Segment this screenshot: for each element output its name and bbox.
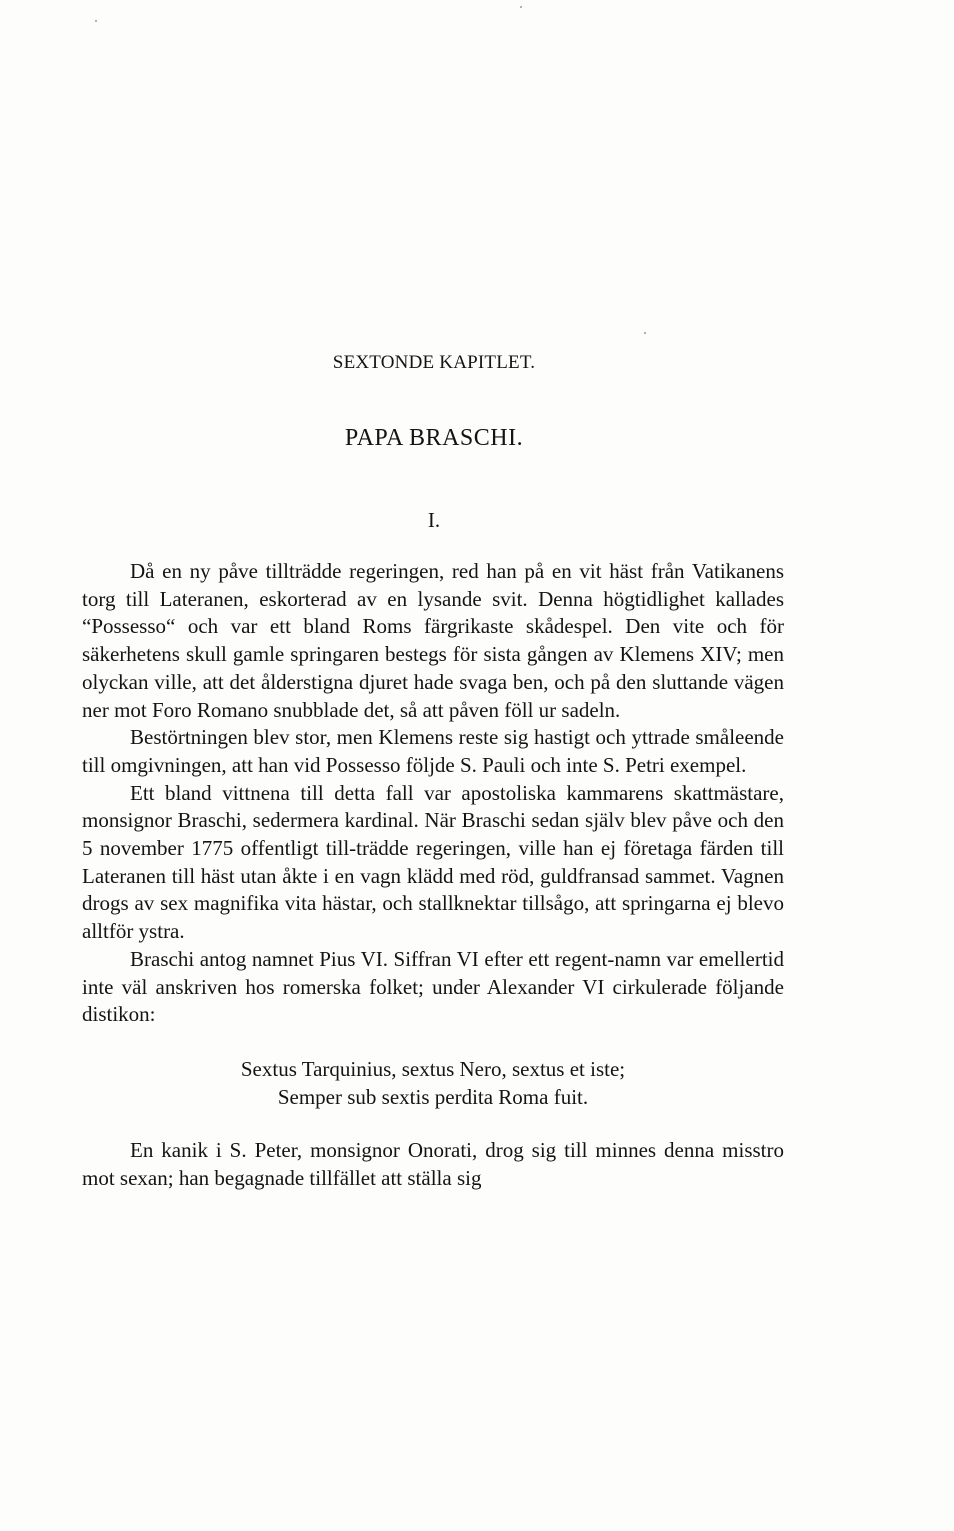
paper-speck bbox=[520, 6, 522, 8]
paragraph: Då en ny påve tillträdde regeringen, red han på en vit häst från Vatikanens torg till Lateranen, eskorterad av en lysande svit. Denna högtidlighet kallades “Possesso“ och var ett bland Roms färgrikaste skådespel. Den vite och för säkerhetens skull gamle springaren bestegs för sista gången av Klemens XIV; men olyckan ville, att det ålderstigna djuret hade svaga ben, och på den sluttande vägen ner mot Foro Romano snubblade det, så att påven föll ur sadeln. bbox=[82, 559, 784, 722]
section-number: I. bbox=[427, 508, 441, 532]
verse-line: Sextus Tarquinius, sextus Nero, sextus et iste; bbox=[240, 1056, 626, 1081]
paper-speck bbox=[95, 20, 97, 22]
chapter-title: PAPA BRASCHI. bbox=[344, 425, 524, 451]
distich bbox=[82, 1029, 784, 1137]
paragraph: Ett bland vittnena till detta fall var apostoliska kammarens skattmästare, monsignor Braschi, sedermera kardinal. När Braschi sedan själv blev påve och den 5 november 1775 offentligt till-trädde regeringen, ville han ej företaga färden till Lateranen till häst utan åkte i en vagn klädd med röd, guldfransad sammet. Vagnen drogs av sex magnifika vita hästar, och stallknektar tillsågo, att springarna ej blevo alltför ystra. bbox=[82, 780, 784, 944]
paragraph: Bestörtningen blev stor, men Klemens reste sig hastigt och yttrade småleende till omgivningen, att han vid Possesso följde S. Pauli och inte S. Petri exempel. bbox=[82, 725, 784, 777]
paragraph: En kanik i S. Peter, monsignor Onorati, drog sig till minnes denna misstro mot sexan; han begagnade tillfället att ställa sig bbox=[82, 1137, 784, 1190]
verse-line: Semper sub sextis perdita Roma fuit. bbox=[277, 1084, 589, 1109]
chapter-body bbox=[82, 558, 784, 1192]
chapter-heading: SEXTONDE KAPITLET. bbox=[332, 352, 536, 373]
paper-speck bbox=[644, 332, 646, 334]
paragraph: Braschi antog namnet Pius VI. Siffran VI efter ett regent-namn var emellertid inte väl anskriven hos romerska folket; under Alexander VI cirkulerade följande distikon: bbox=[82, 946, 784, 1027]
